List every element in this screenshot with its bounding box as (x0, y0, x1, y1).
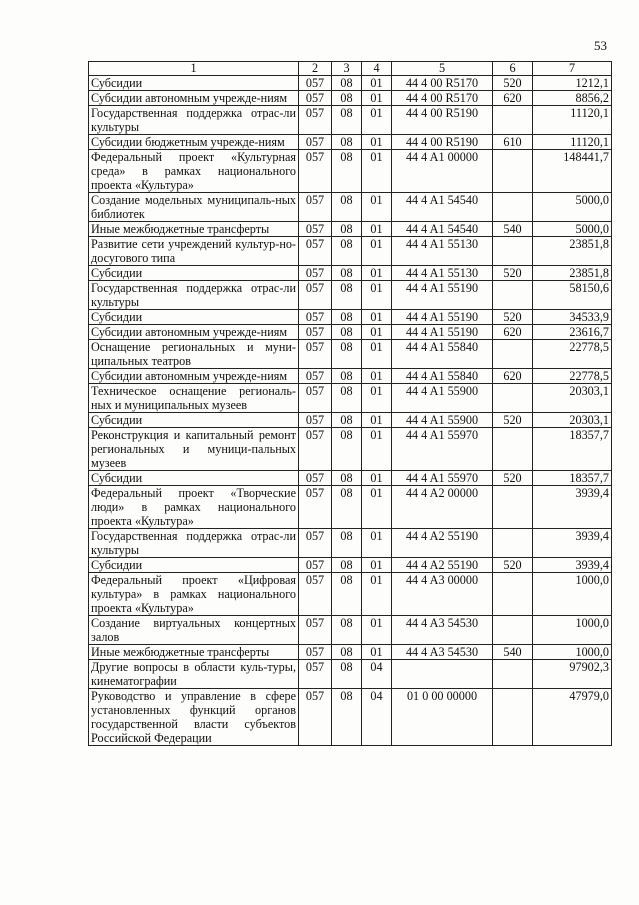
row-subsection: 01 (362, 193, 392, 222)
table-row (89, 689, 612, 746)
row-expense-type (493, 529, 533, 558)
row-expense-type (493, 384, 533, 413)
row-subsection: 01 (362, 340, 392, 369)
row-target-item: 44 4 A1 55840 (392, 369, 493, 384)
table-row (89, 616, 612, 645)
header-cell: 4 (362, 62, 392, 76)
row-target-item: 44 4 A1 55190 (392, 310, 493, 325)
row-subsection: 01 (362, 369, 392, 384)
row-name: Субсидии автономным учрежде-ниям (89, 325, 299, 340)
row-section: 08 (332, 689, 362, 746)
row-name: Другие вопросы в области куль-туры, кинематографии (89, 660, 299, 689)
row-amount: 22778,5 (533, 369, 612, 384)
row-expense-type (493, 193, 533, 222)
row-target-item: 44 4 A3 00000 (392, 573, 493, 616)
table-row (89, 222, 612, 237)
header-cell: 1 (89, 62, 299, 76)
table-row (89, 413, 612, 428)
table-row (89, 369, 612, 384)
row-target-item: 44 4 A1 55900 (392, 413, 493, 428)
row-ministry: 057 (299, 266, 332, 281)
row-ministry: 057 (299, 428, 332, 471)
table-row (89, 237, 612, 266)
row-section: 08 (332, 106, 362, 135)
row-section: 08 (332, 413, 362, 428)
row-name: Субсидии бюджетным учрежде-ниям (89, 135, 299, 150)
row-section: 08 (332, 486, 362, 529)
row-amount: 47979,0 (533, 689, 612, 746)
header-row (89, 62, 612, 76)
row-expense-type (493, 237, 533, 266)
row-expense-type (493, 486, 533, 529)
row-target-item: 44 4 A2 55190 (392, 558, 493, 573)
row-section: 08 (332, 384, 362, 413)
row-section: 08 (332, 340, 362, 369)
row-target-item: 44 4 A1 54540 (392, 222, 493, 237)
table-row (89, 340, 612, 369)
header-cell: 7 (533, 62, 612, 76)
row-amount: 34533,9 (533, 310, 612, 325)
row-target-item: 44 4 A1 55190 (392, 325, 493, 340)
row-target-item: 44 4 00 R5170 (392, 76, 493, 91)
table-row (89, 471, 612, 486)
row-amount: 1212,1 (533, 76, 612, 91)
row-subsection: 01 (362, 384, 392, 413)
row-target-item: 44 4 A1 55840 (392, 340, 493, 369)
table-row (89, 281, 612, 310)
row-ministry: 057 (299, 76, 332, 91)
row-name: Развитие сети учреждений культур-но-досугового типа (89, 237, 299, 266)
row-name: Руководство и управление в сфере установленных функций органов государственной власти субъектов Российской Федерации (89, 689, 299, 746)
row-name: Федеральный проект «Культурная среда» в рамках национального проекта «Культура» (89, 150, 299, 193)
row-expense-type (493, 616, 533, 645)
row-amount: 8856,2 (533, 91, 612, 106)
row-subsection: 01 (362, 150, 392, 193)
row-expense-type: 520 (493, 266, 533, 281)
row-section: 08 (332, 529, 362, 558)
row-section: 08 (332, 325, 362, 340)
row-section: 08 (332, 428, 362, 471)
row-ministry: 057 (299, 369, 332, 384)
row-name: Иные межбюджетные трансферты (89, 645, 299, 660)
table-row (89, 76, 612, 91)
row-expense-type (493, 660, 533, 689)
row-name: Реконструкция и капитальный ремонт региональных и муници-пальных музеев (89, 428, 299, 471)
row-name: Федеральный проект «Цифровая культура» в рамках национального проекта «Культура» (89, 573, 299, 616)
table-row (89, 91, 612, 106)
row-ministry: 057 (299, 106, 332, 135)
row-name: Субсидии (89, 310, 299, 325)
row-subsection: 01 (362, 310, 392, 325)
row-expense-type: 520 (493, 471, 533, 486)
row-target-item (392, 660, 493, 689)
row-name: Субсидии (89, 413, 299, 428)
row-ministry: 057 (299, 413, 332, 428)
row-subsection: 01 (362, 76, 392, 91)
row-subsection: 01 (362, 573, 392, 616)
row-amount: 11120,1 (533, 135, 612, 150)
row-subsection: 01 (362, 222, 392, 237)
row-subsection: 01 (362, 558, 392, 573)
row-expense-type (493, 281, 533, 310)
header-cell: 2 (299, 62, 332, 76)
row-expense-type: 520 (493, 76, 533, 91)
row-name: Создание виртуальных концертных залов (89, 616, 299, 645)
row-section: 08 (332, 237, 362, 266)
page-number: 53 (594, 38, 607, 53)
header-cell: 5 (392, 62, 493, 76)
row-amount: 1000,0 (533, 616, 612, 645)
row-ministry: 057 (299, 529, 332, 558)
row-subsection: 01 (362, 413, 392, 428)
row-ministry: 057 (299, 573, 332, 616)
row-name: Субсидии (89, 558, 299, 573)
budget-table (88, 61, 612, 746)
row-subsection: 01 (362, 428, 392, 471)
row-ministry: 057 (299, 689, 332, 746)
row-expense-type: 620 (493, 369, 533, 384)
row-name: Техническое оснащение региональ-ных и муниципальных музеев (89, 384, 299, 413)
row-target-item: 01 0 00 00000 (392, 689, 493, 746)
table-row (89, 384, 612, 413)
table-row (89, 645, 612, 660)
row-target-item: 44 4 00 R5190 (392, 106, 493, 135)
row-subsection: 01 (362, 529, 392, 558)
row-amount: 22778,5 (533, 340, 612, 369)
row-name: Субсидии (89, 266, 299, 281)
row-amount: 3939,4 (533, 529, 612, 558)
row-expense-type (493, 106, 533, 135)
row-ministry: 057 (299, 150, 332, 193)
row-amount: 23851,8 (533, 266, 612, 281)
row-expense-type: 620 (493, 325, 533, 340)
row-ministry: 057 (299, 340, 332, 369)
row-ministry: 057 (299, 558, 332, 573)
table-row (89, 150, 612, 193)
row-target-item: 44 4 00 R5170 (392, 91, 493, 106)
row-amount: 20303,1 (533, 384, 612, 413)
table-row (89, 486, 612, 529)
row-expense-type: 540 (493, 645, 533, 660)
row-target-item: 44 4 A1 55130 (392, 266, 493, 281)
table-row (89, 660, 612, 689)
row-ministry: 057 (299, 471, 332, 486)
row-section: 08 (332, 310, 362, 325)
row-target-item: 44 4 A1 54540 (392, 193, 493, 222)
row-target-item: 44 4 A3 54530 (392, 645, 493, 660)
row-target-item: 44 4 00 R5190 (392, 135, 493, 150)
header-cell: 3 (332, 62, 362, 76)
row-section: 08 (332, 660, 362, 689)
row-amount: 58150,6 (533, 281, 612, 310)
row-expense-type: 620 (493, 91, 533, 106)
row-amount: 5000,0 (533, 193, 612, 222)
row-amount: 1000,0 (533, 573, 612, 616)
row-ministry: 057 (299, 237, 332, 266)
table-row (89, 325, 612, 340)
row-name: Государственная поддержка отрас-ли культуры (89, 106, 299, 135)
table-row (89, 529, 612, 558)
row-expense-type: 520 (493, 558, 533, 573)
row-subsection: 01 (362, 325, 392, 340)
row-name: Субсидии автономным учрежде-ниям (89, 369, 299, 384)
row-amount: 97902,3 (533, 660, 612, 689)
row-subsection: 01 (362, 471, 392, 486)
table-row (89, 428, 612, 471)
row-name: Иные межбюджетные трансферты (89, 222, 299, 237)
row-ministry: 057 (299, 384, 332, 413)
row-expense-type: 540 (493, 222, 533, 237)
row-section: 08 (332, 281, 362, 310)
row-name: Оснащение региональных и муни-ципальных театров (89, 340, 299, 369)
row-section: 08 (332, 369, 362, 384)
row-ministry: 057 (299, 91, 332, 106)
row-target-item: 44 4 A1 55130 (392, 237, 493, 266)
row-ministry: 057 (299, 616, 332, 645)
row-ministry: 057 (299, 645, 332, 660)
row-name: Субсидии автономным учрежде-ниям (89, 91, 299, 106)
row-name: Создание модельных муниципаль-ных библиотек (89, 193, 299, 222)
table-row (89, 266, 612, 281)
row-amount: 3939,4 (533, 486, 612, 529)
row-ministry: 057 (299, 222, 332, 237)
row-target-item: 44 4 A1 55970 (392, 428, 493, 471)
row-ministry: 057 (299, 325, 332, 340)
row-ministry: 057 (299, 310, 332, 325)
row-target-item: 44 4 A1 55900 (392, 384, 493, 413)
row-subsection: 04 (362, 660, 392, 689)
row-amount: 20303,1 (533, 413, 612, 428)
row-amount: 18357,7 (533, 471, 612, 486)
row-section: 08 (332, 222, 362, 237)
table-body (89, 76, 612, 746)
row-section: 08 (332, 645, 362, 660)
row-subsection: 01 (362, 91, 392, 106)
row-name: Государственная поддержка отрас-ли культуры (89, 281, 299, 310)
header-cell: 6 (493, 62, 533, 76)
row-amount: 11120,1 (533, 106, 612, 135)
row-ministry: 057 (299, 193, 332, 222)
row-target-item: 44 4 A2 00000 (392, 486, 493, 529)
row-subsection: 01 (362, 281, 392, 310)
row-section: 08 (332, 573, 362, 616)
row-target-item: 44 4 A1 55190 (392, 281, 493, 310)
row-name: Субсидии (89, 471, 299, 486)
row-expense-type (493, 689, 533, 746)
row-section: 08 (332, 135, 362, 150)
table-row (89, 193, 612, 222)
row-name: Государственная поддержка отрас-ли культуры (89, 529, 299, 558)
table-row (89, 573, 612, 616)
row-expense-type (493, 428, 533, 471)
row-amount: 23616,7 (533, 325, 612, 340)
row-section: 08 (332, 193, 362, 222)
table-row (89, 310, 612, 325)
row-amount: 148441,7 (533, 150, 612, 193)
row-subsection: 01 (362, 237, 392, 266)
row-subsection: 01 (362, 106, 392, 135)
row-name: Федеральный проект «Творческие люди» в рамках национального проекта «Культура» (89, 486, 299, 529)
row-section: 08 (332, 91, 362, 106)
row-section: 08 (332, 76, 362, 91)
row-section: 08 (332, 471, 362, 486)
table-row (89, 106, 612, 135)
row-amount: 3939,4 (533, 558, 612, 573)
row-section: 08 (332, 616, 362, 645)
row-section: 08 (332, 150, 362, 193)
row-ministry: 057 (299, 660, 332, 689)
table-row (89, 135, 612, 150)
row-ministry: 057 (299, 281, 332, 310)
row-target-item: 44 4 A1 00000 (392, 150, 493, 193)
row-section: 08 (332, 558, 362, 573)
row-amount: 23851,8 (533, 237, 612, 266)
row-expense-type (493, 573, 533, 616)
table-row (89, 558, 612, 573)
row-expense-type: 520 (493, 413, 533, 428)
row-subsection: 01 (362, 645, 392, 660)
row-amount: 5000,0 (533, 222, 612, 237)
row-target-item: 44 4 A1 55970 (392, 471, 493, 486)
row-ministry: 057 (299, 486, 332, 529)
row-name: Субсидии (89, 76, 299, 91)
row-section: 08 (332, 266, 362, 281)
row-target-item: 44 4 A2 55190 (392, 529, 493, 558)
row-subsection: 01 (362, 135, 392, 150)
row-ministry: 057 (299, 135, 332, 150)
row-subsection: 01 (362, 266, 392, 281)
row-amount: 1000,0 (533, 645, 612, 660)
row-expense-type: 520 (493, 310, 533, 325)
row-expense-type (493, 150, 533, 193)
row-subsection: 01 (362, 486, 392, 529)
row-subsection: 04 (362, 689, 392, 746)
row-expense-type: 610 (493, 135, 533, 150)
row-subsection: 01 (362, 616, 392, 645)
row-target-item: 44 4 A3 54530 (392, 616, 493, 645)
row-expense-type (493, 340, 533, 369)
row-amount: 18357,7 (533, 428, 612, 471)
